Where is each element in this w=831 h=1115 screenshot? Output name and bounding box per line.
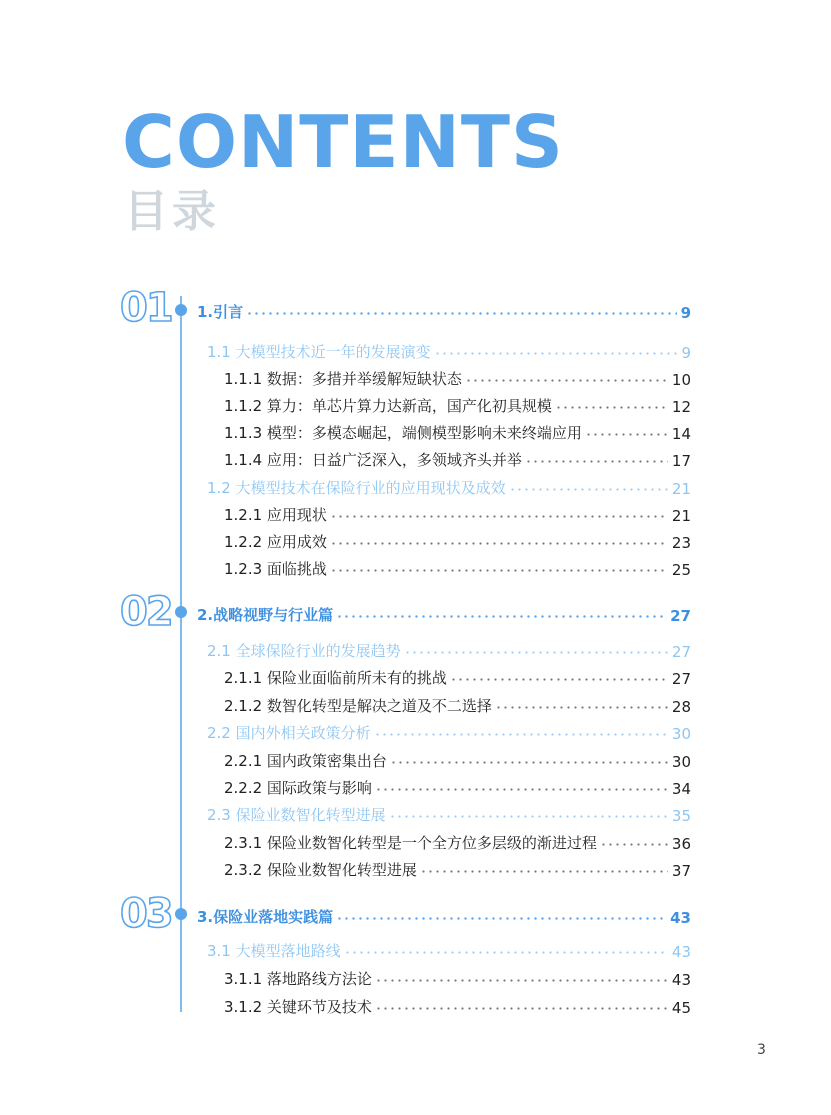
toc-label: 2.3.2 保险业数智化转型进展 (224, 861, 417, 879)
section-number-03: 03 (120, 891, 172, 937)
toc-entry[interactable] (224, 854, 691, 880)
toc-page: 43 (671, 971, 691, 989)
toc-page: 27 (670, 607, 691, 625)
toc-entry[interactable] (224, 662, 691, 688)
toc-section-3[interactable] (197, 901, 691, 927)
toc-label: 2.2.2 国际政策与影响 (224, 779, 372, 797)
toc-page: 21 (671, 480, 691, 498)
toc-entry[interactable] (224, 690, 691, 716)
toc-entry[interactable] (224, 991, 691, 1017)
toc-label: 1.1.4 应用：日益广泛深入，多领域齐头并举 (224, 451, 522, 469)
toc-entry[interactable] (224, 417, 691, 443)
toc-label: 1.1 大模型技术近一年的发展演变 (207, 343, 431, 361)
toc-label: 2.战略视野与行业篇 (197, 606, 334, 624)
toc-label: 2.2 国内外相关政策分析 (207, 724, 371, 742)
toc-page: 36 (671, 835, 691, 853)
toc-label: 1.1.2 算力：单芯片算力达新高，国产化初具规模 (224, 397, 552, 415)
toc-label: 1.1.1 数据：多措并举缓解短缺状态 (224, 370, 462, 388)
toc-label: 2.1.2 数智化转型是解决之道及不二选择 (224, 697, 492, 715)
dot-leader (374, 733, 668, 736)
section-number-01: 01 (120, 285, 172, 331)
toc-label: 3.1.2 关键环节及技术 (224, 998, 372, 1016)
toc-section-1[interactable] (197, 296, 691, 322)
dot-leader (330, 515, 668, 518)
toc-label: 3.1.1 落地路线方法论 (224, 970, 372, 988)
toc-entry[interactable] (224, 745, 691, 771)
toc-entry[interactable] (207, 336, 691, 362)
dot-leader (375, 979, 668, 982)
toc-entry[interactable] (224, 553, 691, 579)
dot-leader (585, 433, 668, 436)
toc-page: 27 (671, 670, 691, 688)
toc-label: 2.2.1 国内政策密集出台 (224, 752, 387, 770)
toc-entry[interactable] (224, 963, 691, 989)
toc-page: 17 (671, 452, 691, 470)
toc-label: 3.保险业落地实践篇 (197, 908, 334, 926)
toc-page: 45 (671, 999, 691, 1017)
toc-page: 21 (671, 507, 691, 525)
toc-page: 27 (671, 643, 691, 661)
toc-page: 35 (671, 807, 691, 825)
toc-entry[interactable] (224, 390, 691, 416)
toc-page: 12 (671, 398, 691, 416)
toc-page: 28 (671, 698, 691, 716)
dot-leader (336, 615, 666, 618)
dot-leader (509, 488, 668, 491)
dot-leader (246, 312, 676, 315)
toc-page: 14 (671, 425, 691, 443)
dot-leader (420, 870, 668, 873)
toc-entry[interactable] (207, 935, 691, 961)
toc-label: 1.2.1 应用现状 (224, 506, 327, 524)
toc-section-2[interactable] (197, 599, 691, 625)
section-dot (175, 606, 187, 618)
dot-leader (330, 569, 668, 572)
dot-leader (330, 542, 668, 545)
toc-label: 3.1 大模型落地路线 (207, 942, 341, 960)
toc-label: 1.2.2 应用成效 (224, 533, 327, 551)
dot-leader (389, 815, 668, 818)
dot-leader (525, 460, 668, 463)
dot-leader (375, 788, 668, 791)
dot-leader (336, 917, 666, 920)
dot-leader (390, 761, 668, 764)
toc-page: 25 (671, 561, 691, 579)
toc-entry[interactable] (207, 472, 691, 498)
toc-page: 10 (671, 371, 691, 389)
dot-leader (404, 651, 668, 654)
dot-leader (495, 706, 668, 709)
toc-label: 1.2.3 面临挑战 (224, 560, 327, 578)
dot-leader (465, 379, 668, 382)
toc-entry[interactable] (207, 635, 691, 661)
toc-entry[interactable] (224, 827, 691, 853)
section-dot (175, 304, 187, 316)
contents-subtitle: 目录 (124, 186, 220, 237)
toc-entry[interactable] (224, 772, 691, 798)
toc-entry[interactable] (224, 444, 691, 470)
toc-label: 1.1.3 模型：多模态崛起，端侧模型影响未来终端应用 (224, 424, 582, 442)
contents-title: CONTENTS (122, 100, 564, 184)
dot-leader (600, 843, 668, 846)
dot-leader (375, 1007, 668, 1010)
toc-label: 1.引言 (197, 303, 244, 321)
toc-page: 30 (671, 753, 691, 771)
toc-page: 34 (671, 780, 691, 798)
section-dot (175, 908, 187, 920)
toc-entry[interactable] (224, 363, 691, 389)
toc-label: 1.2 大模型技术在保险行业的应用现状及成效 (207, 479, 506, 497)
dot-leader (344, 951, 668, 954)
dot-leader (434, 352, 678, 355)
toc-entry[interactable] (224, 526, 691, 552)
toc-label: 2.3.1 保险业数智化转型是一个全方位多层级的渐进过程 (224, 834, 597, 852)
toc-page: 9 (680, 304, 691, 322)
toc-page: 30 (671, 725, 691, 743)
toc-entry[interactable] (207, 717, 691, 743)
toc-page: 43 (670, 909, 691, 927)
page-number: 3 (757, 1042, 766, 1058)
toc-page: 9 (681, 344, 691, 362)
toc-entry[interactable] (207, 799, 691, 825)
timeline-line (180, 296, 182, 1012)
section-number-02: 02 (120, 589, 172, 635)
toc-page: 37 (671, 862, 691, 880)
dot-leader (450, 678, 668, 681)
dot-leader (555, 406, 668, 409)
toc-label: 2.1 全球保险行业的发展趋势 (207, 642, 401, 660)
toc-label: 2.3 保险业数智化转型进展 (207, 806, 386, 824)
toc-entry[interactable] (224, 499, 691, 525)
toc-page: 23 (671, 534, 691, 552)
toc-label: 2.1.1 保险业面临前所未有的挑战 (224, 669, 447, 687)
toc-page: 43 (671, 943, 691, 961)
